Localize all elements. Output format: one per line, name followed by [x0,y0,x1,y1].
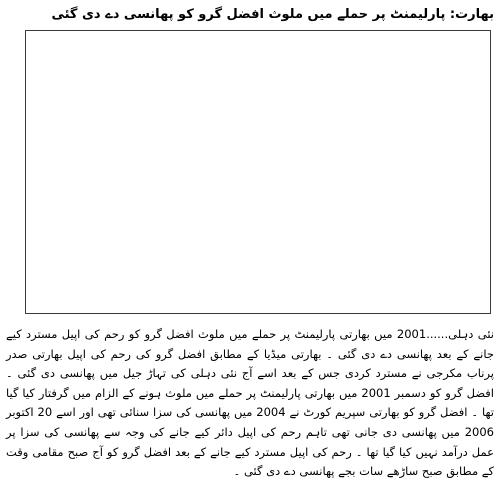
article-body-text: نئی دہلی......2001 میں بھارتی پارلیمنٹ پر حملے میں ملوث افضل گرو کو رحم کی اپیل مسترد کیے جانے کے بعد پھانسی دے دی گئی ۔ بھارتی میڈیا کے مطابق افضل گرو کی رحم کی اپیل بھارتی صدر پرناب مکرجی نے مسترد کردی جس کے بعد اسے آج نئی دہلی کی تہاڑ جیل میں پھانسی دی گئی ۔ افضل گرو کو دسمبر 2001 میں بھارتی پارلیمنٹ پر حملے میں ملوث ہونے کے الزام میں گرفتار کیا گیا تھا ۔ افضل گرو کو بھارتی سپریم کورٹ نے 2004 میں پھانسی کی سزا سنائی تھی اور اسے 20 اکتوبر 2006 میں پھانسی دی جانی تھی تاہم رحم کی اپیل دائر کیے جانے کی وجہ سے پھانسی کی سزا پر عمل درآمد نہیں کیا گیا تھا ۔ رحم کی اپیل مسترد کیے جانے کے بعد افضل گرو کو آج صبح مقامی وقت کے مطابق صبح ساڑھے سات بجے پھانسی دے دی گئی ۔ [6,327,494,479]
article-headline: بھارت: پارلیمنٹ پر حملے میں ملوث افضل گرو کو پھانسی دے دی گئی [51,7,494,22]
article-body [6,325,494,482]
article-photo-placeholder [25,30,491,314]
